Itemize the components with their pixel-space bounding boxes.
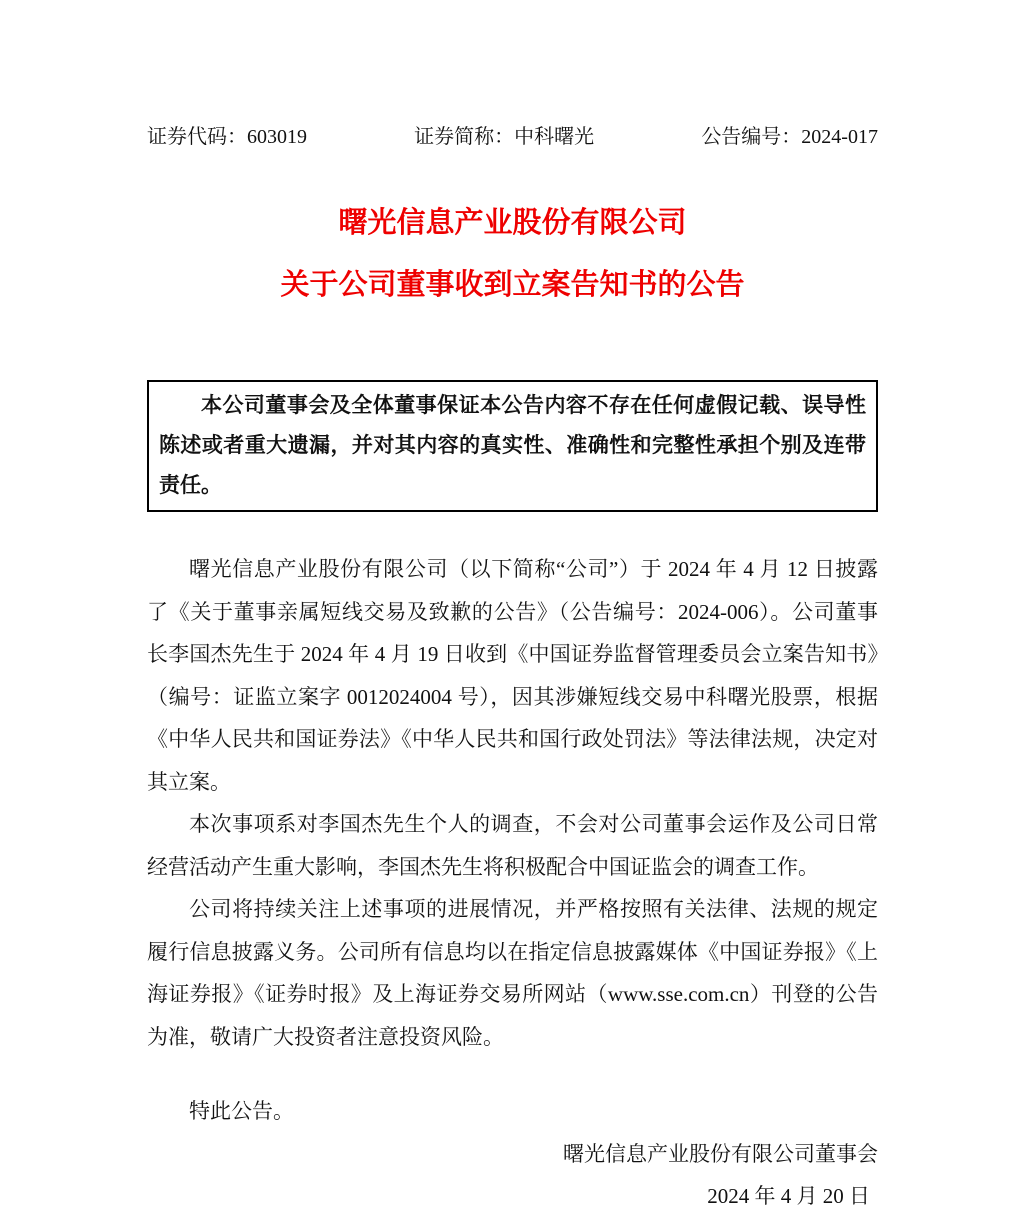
stock-code: 证券代码：603019 bbox=[147, 126, 307, 148]
announcement-body bbox=[147, 548, 878, 1058]
document-header bbox=[147, 122, 878, 152]
signature-company: 曙光信息产业股份有限公司董事会 bbox=[563, 1141, 878, 1166]
announcement-number: 公告编号：2024-017 bbox=[701, 126, 878, 148]
announcement-title: 关于公司董事收到立案告知书的公告 bbox=[280, 269, 745, 301]
company-name-title: 曙光信息产业股份有限公司 bbox=[338, 207, 687, 239]
paragraph-case-filing: 曙光信息产业股份有限公司（以下简称“公司”）于 2024 年 4 月 12 日披露了《关于董事亲属短线交易及致歉的公告》（公告编号：2024-006）。公司董事长李国杰先生于 2024 年 4 月 19 日收到《中国证券监督管理委员会立案告知书》（编号：证监立案字 0012024004 号），因其涉嫌短线交易中科曙光股票，根据《中华人民共和国证券法》《中华人民共和国行政处罚法》等法律法规，决定对其立案。 bbox=[147, 557, 878, 794]
board-statement-text: 本公司董事会及全体董事保证本公告内容不存在任何虚假记载、误导性陈述或者重大遗漏，并对其内容的真实性、准确性和完整性承担个别及连带责任。 bbox=[159, 393, 866, 497]
paragraph-disclosure-commitment: 公司将持续关注上述事项的进展情况，并严格按照有关法律、法规的规定履行信息披露义务。公司所有信息均以在指定信息披露媒体《中国证券报》《上海证券报》《证券时报》及上海证券交易所网站（www.sse.com.cn）刊登的公告为准，敬请广大投资者注意投资风险。 bbox=[147, 897, 878, 1049]
signature-date: 2024 年 4 月 20 日 bbox=[707, 1184, 870, 1208]
paragraph-impact: 本次事项系对李国杰先生个人的调查，不会对公司董事会运作及公司日常经营活动产生重大影响，李国杰先生将积极配合中国证监会的调查工作。 bbox=[147, 812, 878, 879]
signature-block bbox=[147, 1133, 878, 1218]
stock-short-name: 证券简称：中科曙光 bbox=[414, 126, 595, 148]
board-statement-box bbox=[147, 380, 878, 512]
closing-statement: 特此公告。 bbox=[189, 1099, 294, 1123]
